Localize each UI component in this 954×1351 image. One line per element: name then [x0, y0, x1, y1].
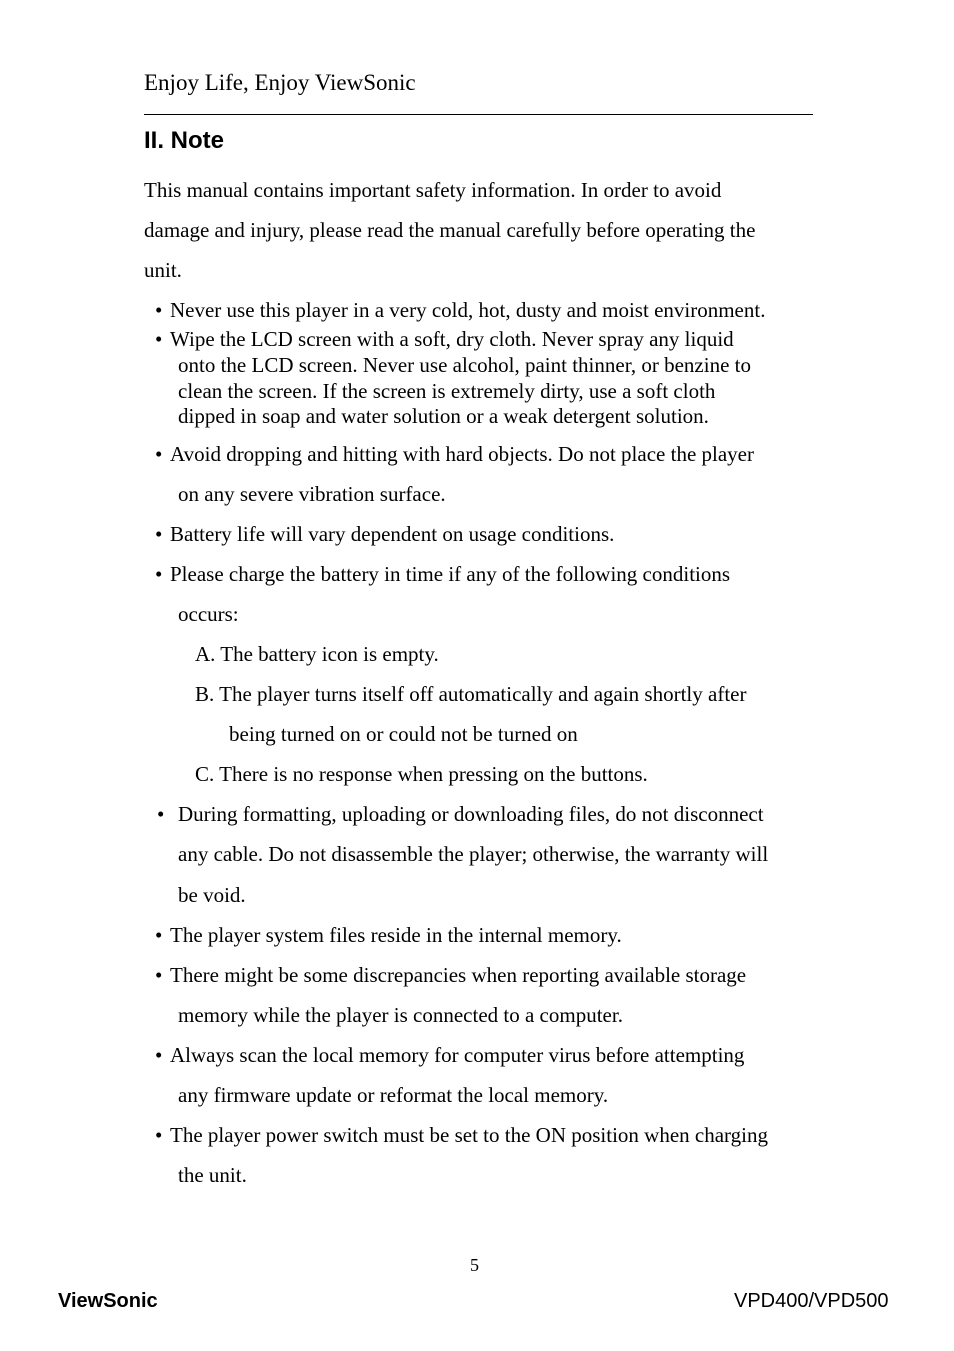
list-item-text: During formatting, uploading or downloading files, do not disconnect — [178, 802, 764, 826]
bullet-icon: • — [155, 1043, 163, 1067]
page-number: 5 — [470, 1255, 479, 1275]
section-title: II. Note — [144, 127, 225, 154]
bullet-icon: • — [155, 963, 163, 987]
list-item-text: Wipe the LCD screen with a soft, dry cloth. Never spray any liquid — [170, 327, 734, 351]
list-item-text: clean the screen. If the screen is extremely dirty, use a soft cloth — [178, 379, 716, 403]
footer-brand: ViewSonic — [58, 1290, 158, 1312]
header-tagline: Enjoy Life, Enjoy ViewSonic — [144, 70, 416, 95]
bullet-icon: • — [155, 298, 163, 322]
bullet-icon: • — [155, 1123, 163, 1147]
bullet-icon: • — [157, 802, 165, 826]
intro-line: damage and injury, please read the manual carefully before operating the — [144, 218, 756, 242]
list-item-text: Battery life will vary dependent on usage conditions. — [170, 522, 615, 546]
bullet-icon: • — [155, 327, 163, 351]
sub-item-b: B. The player turns itself off automatically and again shortly after — [195, 682, 747, 706]
list-item-text: Always scan the local memory for computer virus before attempting — [170, 1043, 745, 1067]
list-item-text: on any severe vibration surface. — [178, 482, 446, 506]
bullet-icon: • — [155, 562, 163, 586]
intro-line: unit. — [144, 258, 182, 282]
bullet-icon: • — [155, 522, 163, 546]
sub-item-a: A. The battery icon is empty. — [195, 642, 439, 666]
list-item-text: memory while the player is connected to a computer. — [178, 1003, 623, 1027]
sub-item-c: C. There is no response when pressing on the buttons. — [195, 762, 648, 786]
list-item-text: be void. — [178, 883, 246, 907]
header-rule — [144, 114, 813, 115]
list-item-text: onto the LCD screen. Never use alcohol, paint thinner, or benzine to — [178, 353, 751, 377]
list-item-text: dipped in soap and water solution or a weak detergent solution. — [178, 404, 709, 428]
list-item-text: Avoid dropping and hitting with hard objects. Do not place the player — [170, 442, 754, 466]
bullet-icon: • — [155, 923, 163, 947]
list-item-text: The player system files reside in the internal memory. — [170, 923, 622, 947]
footer-model: VPD400/VPD500 — [734, 1290, 889, 1312]
list-item-text: any cable. Do not disassemble the player; otherwise, the warranty will — [178, 842, 769, 866]
list-item-text: any firmware update or reformat the local memory. — [178, 1083, 609, 1107]
bullet-icon: • — [155, 442, 163, 466]
list-item-text: occurs: — [178, 602, 239, 626]
list-item-text: the unit. — [178, 1163, 247, 1187]
list-item-text: Never use this player in a very cold, hot, dusty and moist environment. — [170, 298, 766, 322]
list-item-text: Please charge the battery in time if any of the following conditions — [170, 562, 731, 586]
sub-item-b-continued: being turned on or could not be turned on — [229, 722, 578, 746]
intro-line: This manual contains important safety information. In order to avoid — [144, 178, 722, 202]
list-item-text: The player power switch must be set to the ON position when charging — [170, 1123, 768, 1147]
list-item-text: There might be some discrepancies when reporting available storage — [170, 963, 747, 987]
